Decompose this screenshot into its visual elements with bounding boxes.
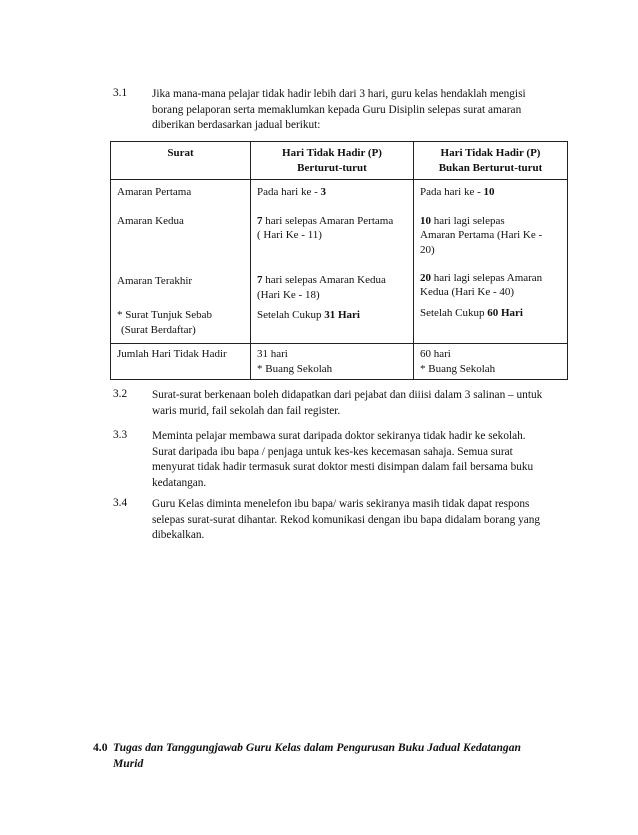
text-line: Surat-surat berkenaan boleh didapatkan dari pejabat dan diiisi dalam 3 salinan – untuk (152, 389, 543, 401)
text-line: selepas surat-surat dihantar. Rekod komunikasi dengan ibu bapa didalam borang yang (152, 513, 541, 526)
item-number: 3.2 (113, 388, 128, 400)
attendance-warning-table (110, 141, 568, 380)
item-text (152, 388, 562, 419)
text-line: borang pelaporan serta memaklumkan kepada Guru Disiplin selepas surat amaran (152, 103, 522, 116)
text-line: Meminta pelajar membawa surat daripada doktor sekiranya tidak hadir ke sekolah. (152, 430, 526, 442)
consecutive-days-cell: Pada hari ke - 3 7 hari selepas Amaran Pertama ( Hari Ke - 11) 7 hari selepas Amaran Kedua (Hari Ke - 18) Setelah Cukup 31 Hari (251, 180, 414, 344)
text-line: menyurat tidak hadir termasuk surat doktor mesti disimpan dalam fail bersama buku (152, 461, 534, 473)
text-line: dibekalkan. (152, 529, 205, 541)
table-total-row (111, 344, 568, 380)
text-line: Guru Kelas diminta menelefon ibu bapa/ waris sekiranya masih tidak dapat respons (152, 498, 530, 510)
item-number: 3.3 (113, 429, 128, 441)
item-number: 3.1 (113, 87, 128, 99)
item-text (152, 497, 562, 544)
item-text (152, 87, 562, 134)
item-number: 3.4 (113, 497, 128, 509)
section-title: Tugas dan Tanggungjawab Guru Kelas dalam Pengurusan Buku Jadual Kedatangan Murid (113, 741, 521, 770)
header-bukan-berturut: Hari Tidak Hadir (P) Bukan Berturut-turut (414, 142, 568, 180)
non-consecutive-days-cell: Pada hari ke - 10 10 hari lagi selepas Amaran Pertama (Hari Ke - 20) 20 hari lagi selepas Amaran Kedua (Hari Ke - 40) Setelah Cukup 60 Hari (414, 180, 568, 344)
item-text (152, 429, 562, 491)
text-line: kedatangan. (152, 476, 207, 489)
table-header-row (111, 142, 568, 180)
header-berturut: Hari Tidak Hadir (P) Berturut-turut (251, 142, 414, 180)
header-surat: Surat (111, 142, 251, 180)
total-non-consecutive-cell: 60 hari * Buang Sekolah (414, 344, 568, 380)
total-consecutive-cell: 31 hari * Buang Sekolah (251, 344, 414, 380)
total-label-cell: Jumlah Hari Tidak Hadir (111, 344, 251, 380)
text-line: Surat daripada ibu bapa / penjaga untuk kes-kes kecemasan sahaja. Semua surat (152, 445, 513, 458)
text-line: Jika mana-mana pelajar tidak hadir lebih dari 3 hari, guru kelas hendaklah mengisi (152, 88, 526, 100)
letter-type-cell: Amaran Pertama Amaran Kedua Amaran Terakhir * Surat Tunjuk Sebab (Surat Berdaftar) (111, 180, 251, 344)
text-line: diberikan berdasarkan jadual berikut: (152, 119, 321, 131)
text-line: waris murid, fail sekolah dan fail register. (152, 404, 341, 417)
table-row (111, 180, 568, 344)
section-number: 4.0 (93, 741, 108, 754)
